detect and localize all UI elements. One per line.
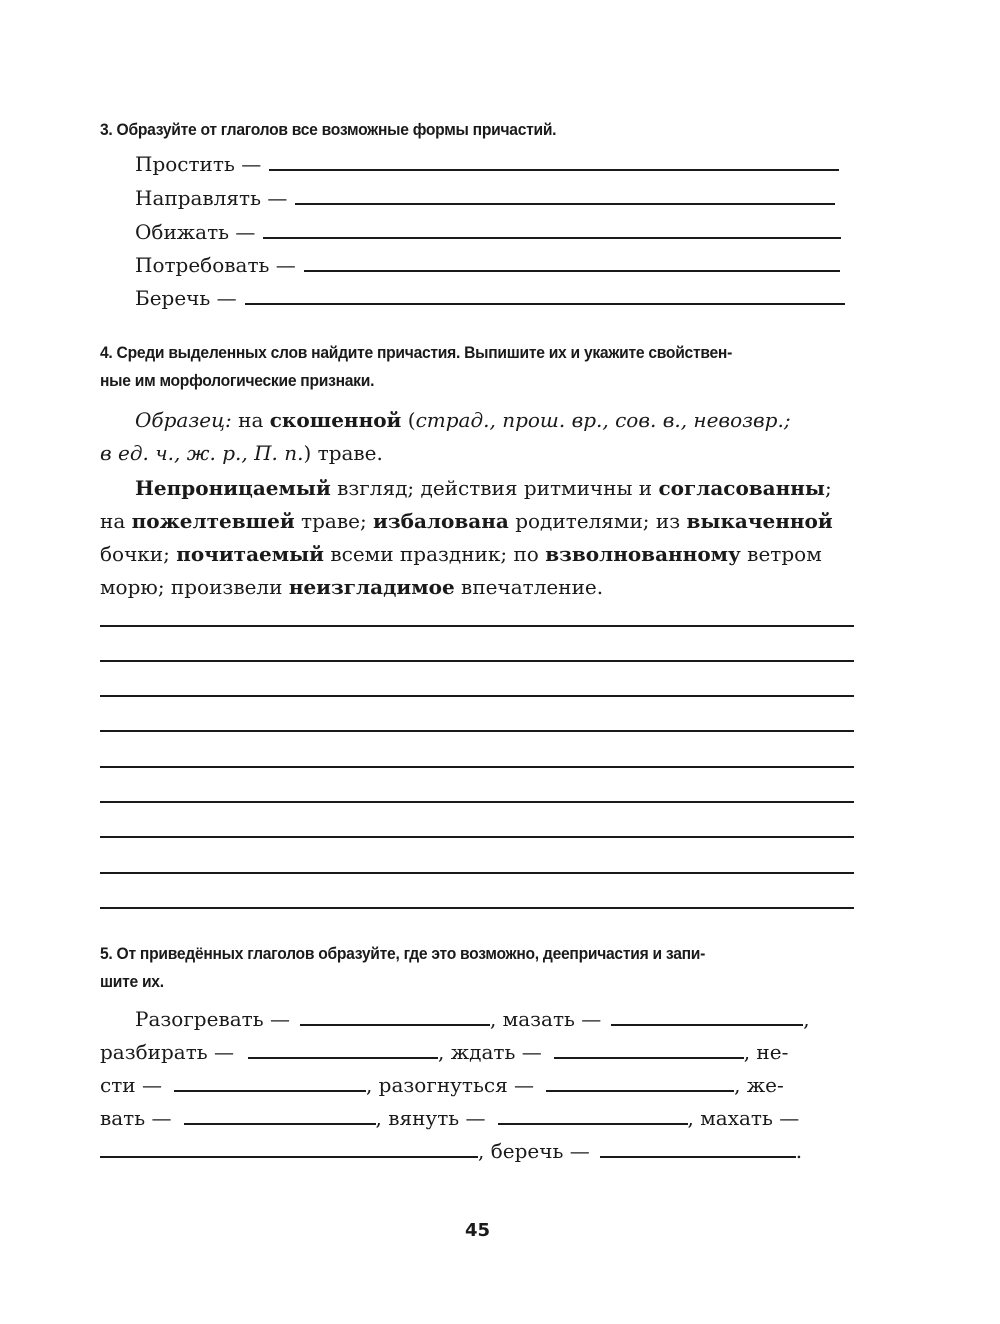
verb-label: Простить — (135, 152, 262, 176)
task-3-row-1 (135, 152, 839, 176)
text: родителями; из (508, 509, 687, 533)
answer-line[interactable] (100, 801, 854, 803)
highlighted-word: неизгладимое (288, 575, 455, 599)
answer-line[interactable] (600, 1156, 796, 1158)
text: всеми праздник; по (324, 542, 546, 566)
answer-line[interactable] (295, 203, 835, 205)
verb-label: , разогнуться — (365, 1073, 535, 1097)
answer-line[interactable] (245, 303, 845, 305)
task-3-heading: 3. Образуйте от глаголов все возможные формы причастий. (100, 120, 557, 139)
verb-label: Беречь — (135, 286, 237, 310)
verb-label: вать — (100, 1106, 172, 1130)
answer-line[interactable] (304, 270, 840, 272)
answer-line[interactable] (498, 1123, 688, 1125)
answer-line[interactable] (100, 907, 854, 909)
sample-text: ) траве. (303, 441, 383, 465)
task-5-row-2 (100, 1040, 788, 1064)
task-3-row-5 (135, 286, 845, 310)
text: на (100, 509, 132, 533)
verb-label: , махать — (687, 1106, 800, 1130)
sample-tags: в ед. ч., ж. р., П. п. (100, 441, 304, 465)
verb-label: Разогревать — (135, 1007, 290, 1031)
task-5-heading-line-2: шите их. (100, 972, 164, 991)
answer-line[interactable] (100, 660, 854, 662)
verb-label: , же- (734, 1073, 784, 1097)
task-5-row-3 (100, 1073, 784, 1097)
text: траве; (294, 509, 374, 533)
answer-line[interactable] (263, 237, 841, 239)
answer-line[interactable] (300, 1024, 490, 1026)
verb-label: , вянуть — (375, 1106, 486, 1130)
answer-line[interactable] (100, 766, 854, 768)
highlighted-word: избалована (373, 509, 509, 533)
verb-label: разбирать — (100, 1040, 235, 1064)
text: ; (824, 476, 832, 500)
highlighted-word: почитаемый (176, 542, 325, 566)
verb-label: , не- (743, 1040, 789, 1064)
task-5-row-5 (100, 1139, 802, 1163)
highlighted-word: выкаченной (686, 509, 833, 533)
answer-line[interactable] (100, 836, 854, 838)
punctuation: . (795, 1139, 803, 1163)
task-3-row-2 (135, 186, 835, 210)
text: морю; произвели (100, 575, 289, 599)
highlighted-word: согласованны (658, 476, 825, 500)
sample-label: Образец: (135, 408, 232, 432)
sample-word: скошенной (269, 408, 402, 432)
verb-label: , мазать — (489, 1007, 602, 1031)
task-4-heading-line-2: ные им морфологические признаки. (100, 371, 375, 390)
answer-line[interactable] (100, 730, 854, 732)
verb-label: , ждать — (438, 1040, 542, 1064)
task-3-row-4 (135, 253, 840, 277)
text: впечатление. (454, 575, 604, 599)
highlighted-word: взволнованному (545, 542, 741, 566)
task-5-row-4 (100, 1106, 799, 1130)
answer-line[interactable] (248, 1057, 438, 1059)
answer-line[interactable] (269, 169, 839, 171)
verb-label: Потребовать — (135, 253, 296, 277)
text: бочки; (100, 542, 177, 566)
exercise-text-line-1 (135, 472, 832, 504)
verb-label: сти — (100, 1073, 162, 1097)
answer-line[interactable] (100, 872, 854, 874)
sample-text: ( (401, 408, 416, 432)
answer-line[interactable] (174, 1090, 366, 1092)
answer-line[interactable] (100, 1156, 478, 1158)
highlighted-word: пожелтевшей (131, 509, 295, 533)
sample-tags: страд., прош. вр., сов. в., невозвр.; (415, 408, 791, 432)
answer-line[interactable] (611, 1024, 803, 1026)
task-4-heading-line-1: 4. Среди выделенных слов найдите причастия. Выпишите их и укажите свойствен- (100, 343, 733, 362)
task-5-row-1 (135, 1007, 810, 1031)
answer-line[interactable] (554, 1057, 744, 1059)
exercise-text-line-2 (100, 505, 833, 537)
text: ветром (740, 542, 822, 566)
verb-label: , беречь — (478, 1139, 590, 1163)
punctuation: , (803, 1007, 810, 1031)
highlighted-word: Непроницаемый (135, 476, 331, 500)
exercise-text-line-3 (100, 538, 822, 570)
verb-label: Обижать — (135, 220, 256, 244)
answer-line[interactable] (100, 695, 854, 697)
text: взгляд; действия ритмичны и (330, 476, 659, 500)
sample-line-2 (100, 437, 383, 469)
sample-text: на (231, 408, 270, 432)
answer-line[interactable] (184, 1123, 376, 1125)
exercise-text-line-4 (100, 571, 603, 603)
verb-label: Направлять — (135, 186, 288, 210)
answer-line[interactable] (100, 625, 854, 627)
page-number: 45 (465, 1220, 491, 1241)
answer-line[interactable] (546, 1090, 734, 1092)
task-3-row-3 (135, 220, 841, 244)
sample-line-1 (135, 404, 791, 436)
task-5-heading-line-1: 5. От приведённых глаголов образуйте, где это возможно, деепричастия и запи- (100, 944, 706, 963)
